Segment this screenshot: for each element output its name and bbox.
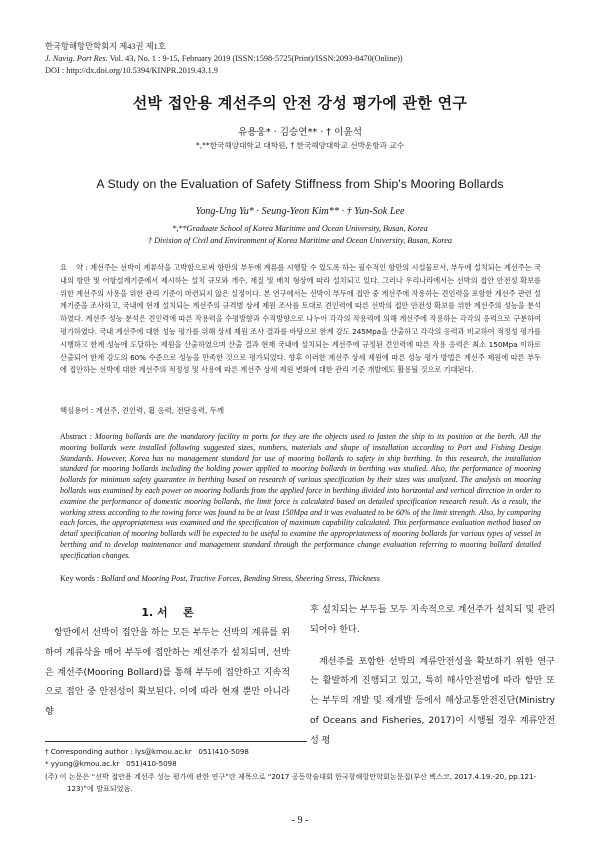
page-number: - 9 - <box>291 815 309 826</box>
keywords-ko-text: 계선주, 견인력, 휨 응력, 전단응력, 두께 <box>95 406 224 415</box>
keywords-ko <box>60 405 541 416</box>
keywords-en-text: Bollard and Mooring Post, Tractive Forces, Bending Stress, Sheering Stress, Thickness <box>101 574 380 583</box>
body-paragraph-continuation: 후 설치되는 부두들 모두 지속적으로 계선주가 설치되 및 관리되어야 한다. <box>310 605 555 635</box>
body-column-left <box>45 624 290 723</box>
doi-line: DOI : http://dx.doi.org/10.5394/KINPR.2019.43.1.9 <box>45 66 218 75</box>
section-heading-introduction: 1. 서 론 <box>141 606 194 619</box>
abstract-ko-text: 계선주는 선박이 계류삭을 고박함으로써 항만의 부두에 계류를 시행할 수 있도록 하는 필수적인 항만의 시설물로서, 부두에 설치되는 계선주는 국내의 항만 및 어항설계기준에서 제시하는 설치 규모와 개수, 재질 및 배치 형상에 따라 설치되고 있다. 그러나 우리나라에서는 선박의 접안 안전성 확보를 위한 계선주의 사용을 위한 관리 기준이 마련되지 않은 실정이다. 본 연구에서는 선박이 부두에 접안 중 계선주에 작용하는 견인력을 포함한 계선주 관련 설계기준을 조사하고, 국내에 현재 설치되는 계선주의 규격별 상세 제원 조사를 토대로 견인력에 따른 선박의 접안 안전성 확보를 위한 계선주의 성능을 분석하였다. 계선주 성능 분석은 견인력에 따른 작용력을 수평방향과 수직방향으로 나누어 각각의 작용력에 의해 계선주에 작용하는 각각의 응력으로 구분하여 평가하였다. 국내 계선주에 대한 성능 평가를 위해 상세 제원 조사 결과를 바탕으로 한계 강도 245Mpa을 산출하고 각각의 응력과 비교하여 적정성 평가를 시행하고 한계 성능에 도달하는 제원을 산출하였으며 산출 결과 현재 국내에 설치되는 계선주에 규정된 견인력에 따른 작용 응력은 최소 150Mpa 이하로 산출되어 한계 강도의 60% 수준으로 성능을 만족한 것으로 평가되었다. 향후 이러한 계선주 상세 제원에 따른 성능 평가 방법은 계선주 제원에 따른 부두에 접안하는 선박에 대한 계선주의 적정성 및 사용에 따른 계선주 상세 제원 변화에 대한 관리 기준 개발에도 활용될 것으로 기대된다. <box>60 263 541 375</box>
journal-citation <box>45 53 403 65</box>
footnotes <box>45 746 555 796</box>
paper-title-en: A Study on the Evaluation of Safety Stiffness from Ship's Mooring Bollards <box>96 177 504 191</box>
footnote-divider <box>45 741 307 742</box>
body-paragraph: 항만에서 선박이 접안을 하는 모든 부두는 선박의 계류를 위하여 계류삭을 매어 부두에 접안하는 계선주가 설치되며, 선박은 계선주(Mooring Bollard)를 통해 부두에 접안하고 지속적으로 접안 중 안전성이 확보된다. 이에 따라 현재 뿐만 아니라 향 <box>45 628 290 718</box>
paper-title-ko: 선박 접안용 계선주의 안전 강성 평가에 관한 연구 <box>132 94 468 112</box>
body-column-right <box>310 601 555 752</box>
abstract-en <box>60 432 541 562</box>
affiliation-en-graduate: *,**Graduate School of Korea Maritime and Ocean University, Busan, Korea <box>172 224 428 233</box>
body-paragraph: 계선주를 포함한 선박의 계류안전성을 확보하기 위한 연구는 활발하게 진행되고 있고, 특히 해사안전법에 따라 항만 또는 부두의 개발 및 재개발 등에서 해상교통안전진단(Ministry of Oceans and Fisheries, 2017)이 시행될 경우 계류안전성 평 <box>310 656 555 746</box>
footnote-corresponding-author: † Corresponding author : lys@kmou.ac.kr 051)410-5098 <box>45 747 249 756</box>
abstract-en-label: Abstract : <box>60 432 95 441</box>
authors-en: Yong-Ung Yu* · Seung-Yeon Kim** · † Yun-Sok Lee <box>195 206 405 217</box>
affiliations-en <box>0 223 600 246</box>
footnote-publication-note: (주) 이 논문은 “선박 접안용 계선주 성능 평가에 관한 연구”란 제목으로 “2017 공동학술대회 한국항해항만학회논문집(부산 벡스코, 2017.4.19.-20, pp.121-123)”에 발표되었음. <box>45 771 537 794</box>
journal-name-ko: 한국항해항만학회지 제43권 제1호 <box>45 42 166 51</box>
keywords-en-label: Key words : <box>60 574 102 583</box>
authors-ko: 유용웅* · 김승연** · † 이윤석 <box>238 127 362 138</box>
affiliation-ko: *,**한국해양대학교 대학원, † 한국해양대학교 선박운항과 교수 <box>195 141 405 150</box>
affiliation-en-division: † Division of Civil and Environment of Korea Maritime and Ocean University, Busan, Korea <box>147 235 453 245</box>
keywords-ko-label: 핵심용어 : <box>60 406 96 415</box>
abstract-en-text: Mooring bollards are the mandatory facility in ports for they are the objects used to fasten the ship to its position at the berth. All the mooring bollards were installed following suggested sizes, numbers, materials and shape of installation according to Port and Fishing Design Standards. However, Korea has no management standard for use of mooring bollards to safety in ship berthing. In this research, the installation standard for mooring bollards including the holding power applied to mooring bollards in berthing was studied. Also, the performance of mooring bollards for minimum safety guarantee in berthing based on research of various specification by their sizes was analyzed. The analysis on mooring bollards was examined by each power on mooring bollards from the applied force in berthing divided into horizontal and vertical direction in order to examine the performance of domestic mooring bollards, the limit force is calculated based on detailed specification research result. As a result, the working stress according to the towing force was found to be at least 150Mpa and it was evaluated to be 60% of the limit strength. Also, by comparing each forces, the appropriateness was examined and the specification of maximum capability calculated. This performance evaluation method based on detail specification of mooring bollards will be expected to be useful to examine the appropriateness of mooring bollards for various types of vessel in berthing and to develop maintenance and management standard through the performance change evaluation referring to mooring bollard detailed specification changes. <box>60 432 541 560</box>
abstract-ko <box>60 262 541 377</box>
keywords-en <box>60 574 541 583</box>
volume-issue-issn: Vol. 43, No. 1 : 9-15, February 2019 (ISSN:1598-5725(Print)/ISSN:2093-8470(Online)) <box>107 54 403 63</box>
journal-abbreviation: J. Navig. Port Res. <box>45 54 108 63</box>
abstract-ko-label: 요 약 : <box>60 263 91 272</box>
footnote-coauthor: * yyung@kmou.ac.kr 051)410-5098 <box>45 759 177 769</box>
